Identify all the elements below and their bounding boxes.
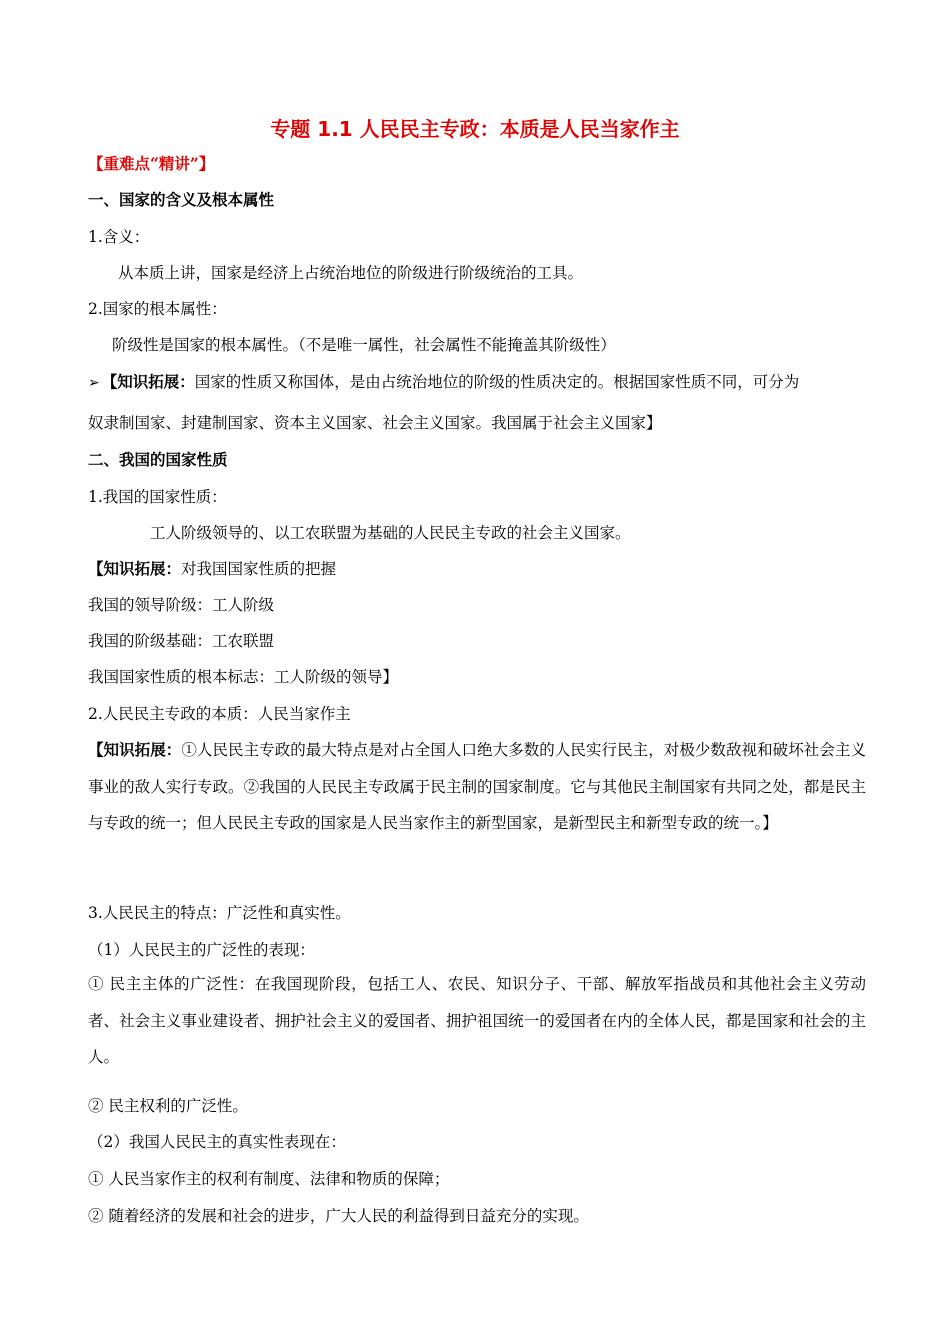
s2-extension-1-line-3: 我国国家性质的根本标志：工人阶级的领导】 bbox=[88, 668, 399, 686]
s2-extension-1-header bbox=[88, 559, 336, 579]
s2-extension-1-line-2: 我国的阶级基础：工农联盟 bbox=[88, 632, 275, 650]
s1-extension-line-1 bbox=[88, 372, 799, 393]
key-points-tag: 【重难点“精讲”】 bbox=[88, 154, 215, 173]
extension-label: 【知识拓展： bbox=[88, 740, 182, 759]
s2-item-1-text: 工人阶级领导的、以工农联盟为基础的人民民主专政的社会主义国家。 bbox=[150, 524, 631, 542]
s2-extension-2 bbox=[88, 732, 866, 842]
s1-item-2-text: 阶级性是国家的根本属性。（不是唯一属性，社会属性不能掩盖其阶级性） bbox=[112, 336, 616, 354]
s2-item-3b-label: （2）我国人民民主的真实性表现在： bbox=[88, 1133, 346, 1151]
s2-item-1-label: 1.我国的国家性质： bbox=[88, 488, 227, 506]
s1-item-1-text: 从本质上讲，国家是经济上占统治地位的阶级进行阶级统治的工具。 bbox=[118, 264, 584, 282]
s2-item-3-label: 3.人民民主的特点：广泛性和真实性。 bbox=[88, 904, 351, 922]
extension-text: 对我国国家性质的把握 bbox=[181, 560, 337, 578]
s1-item-2-label: 2.国家的根本属性： bbox=[88, 300, 227, 318]
s1-item-1-label: 1.含义： bbox=[88, 228, 150, 246]
extension-label: 【知识拓展： bbox=[88, 559, 182, 578]
s2-item-3b-point-1: ① 人民当家作主的权利有制度、法律和物质的保障； bbox=[88, 1170, 450, 1188]
arrow-bullet-icon: ➢ bbox=[88, 375, 100, 391]
s2-item-3b-point-2: ② 随着经济的发展和社会的进步，广大人民的利益得到日益充分的实现。 bbox=[88, 1207, 589, 1225]
s2-item-2-label: 2.人民民主专政的本质：人民当家作主 bbox=[88, 705, 351, 723]
page-title: 专题 1.1 人民民主专政：本质是人民当家作主 bbox=[270, 117, 680, 141]
extension-text: 国家的性质又称国体，是由占统治地位的阶级的性质决定的。根据国家性质不同，可分为 bbox=[194, 373, 800, 391]
section-heading-2: 二、我国的国家性质 bbox=[88, 450, 228, 469]
extension-text: ①人民民主专政的最大特点是对占全国人口绝大多数的人民实行民主，对极少数敌视和破坏社会主义事业的敌人实行专政。②我国的人民民主专政属于民主制的国家制度。它与其他民主制国家有共同之处，都是民主与专政的统一；但人民民主专政的国家是人民当家作主的新型国家，是新型民主和新型专政的统一。】 bbox=[88, 741, 866, 832]
s2-item-3a-label: （1）人民民主的广泛性的表现： bbox=[88, 941, 315, 959]
s1-extension-line-2: 奴隶制国家、封建制国家、资本主义国家、社会主义国家。我国属于社会主义国家】 bbox=[88, 414, 662, 432]
section-heading-1: 一、国家的含义及根本属性 bbox=[88, 190, 275, 209]
s2-item-3a-point-1: ① 民主主体的广泛性：在我国现阶段，包括工人、农民、知识分子、干部、解放军指战员和其他社会主义劳动者、社会主义事业建设者、拥护社会主义的爱国者、拥护祖国统一的爱国者在内的全体人民，都是国家和社会的主人。 bbox=[88, 975, 866, 1066]
s2-extension-1-line-1: 我国的领导阶级：工人阶级 bbox=[88, 596, 275, 614]
s2-item-3a-point-2: ② 民主权利的广泛性。 bbox=[88, 1097, 248, 1115]
extension-label: 【知识拓展： bbox=[101, 372, 195, 391]
